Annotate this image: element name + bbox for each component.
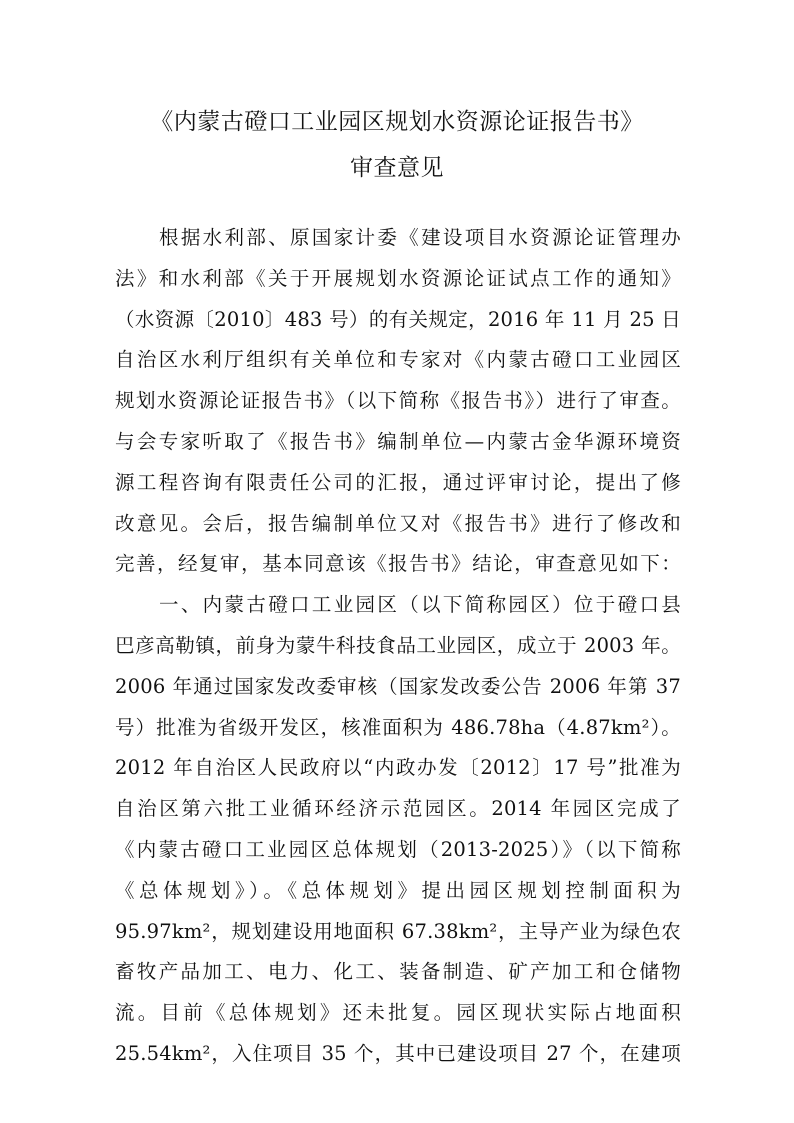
paragraph-line: 根据水利部、原国家计委《建设项目水资源论证管理办 bbox=[159, 226, 681, 249]
document-body bbox=[115, 218, 681, 1075]
paragraph-line: 自治区第六批工业循环经济示范园区。2014 年园区完成了 bbox=[115, 797, 681, 821]
document-title: 《内蒙古磴口工业园区规划水资源论证报告书》 bbox=[150, 109, 644, 135]
paragraph-line: 《内蒙古磴口工业园区总体规划（2013-2025）》（以下简称 bbox=[115, 837, 681, 861]
paragraph-line: 2006 年通过国家发改委审核（国家发改委公告 2006 年第 37 bbox=[115, 674, 681, 698]
paragraph-line: 《总体规划》）。《总体规划》提出园区规划控制面积为 bbox=[115, 878, 681, 902]
paragraph-line: 一、内蒙古磴口工业园区（以下简称园区）位于磴口县 bbox=[159, 593, 681, 617]
paragraph-line: 25.54km²，入住项目 35 个，其中已建设项目 27 个，在建项 bbox=[115, 1041, 681, 1065]
paragraph-line: 自治区水利厅组织有关单位和专家对《内蒙古磴口工业园区 bbox=[115, 348, 681, 372]
paragraph-line: 2012 年自治区人民政府以“内政办发〔2012〕17 号”批准为 bbox=[115, 756, 681, 780]
paragraph-line: 95.97km²，规划建设用地面积 67.38km²，主导产业为绿色农 bbox=[115, 919, 681, 943]
paragraph-line: （水资源〔2010〕483 号）的有关规定，2016 年 11 月 25 日 bbox=[115, 307, 681, 331]
paragraph-line: 畜牧产品加工、电力、化工、装备制造、矿产加工和仓储物 bbox=[115, 960, 681, 984]
paragraph-line: 规划水资源论证报告书》（以下简称《报告书》）进行了审查。 bbox=[115, 389, 681, 413]
paragraph-line: 法》和水利部《关于开展规划水资源论证试点工作的通知》 bbox=[115, 266, 681, 290]
paragraph-line: 源工程咨询有限责任公司的汇报，通过评审讨论，提出了修 bbox=[115, 470, 681, 494]
paragraph-line: 与会专家听取了《报告书》编制单位—内蒙古金华源环境资 bbox=[115, 429, 681, 453]
paragraph-line: 巴彦高勒镇，前身为蒙牛科技食品工业园区，成立于 2003 年。 bbox=[115, 633, 681, 657]
paragraph-line: 完善，经复审，基本同意该《报告书》结论，审查意见如下： bbox=[115, 552, 681, 576]
paragraph-line: 改意见。会后，报告编制单位又对《报告书》进行了修改和 bbox=[115, 511, 681, 535]
paragraph-line: 流。目前《总体规划》还未批复。园区现状实际占地面积 bbox=[115, 1001, 681, 1025]
document-subtitle: 审查意见 bbox=[350, 155, 444, 181]
paragraph-line: 号）批准为省级开发区，核准面积为 486.78ha（4.87km²）。 bbox=[115, 715, 681, 739]
